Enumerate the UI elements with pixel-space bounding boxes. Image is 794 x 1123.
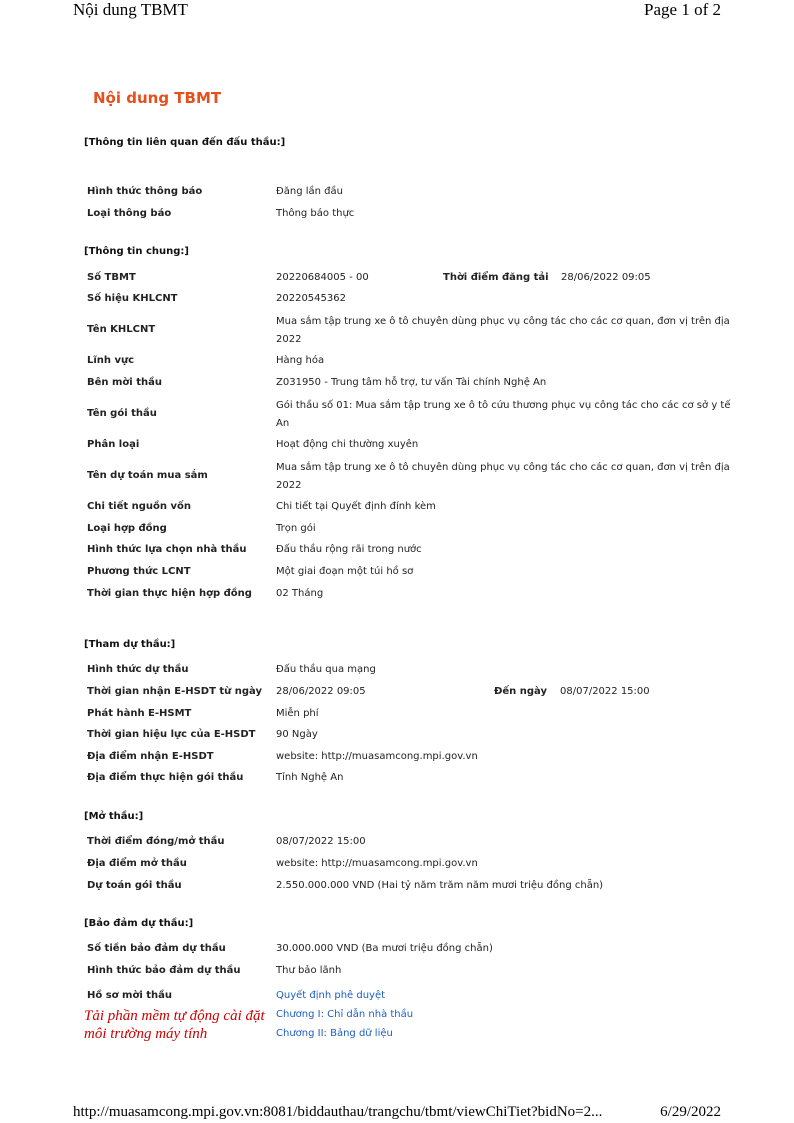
- value-ehsmt-issue: Miễn phí: [276, 708, 319, 719]
- label-opening-time: Thời điểm đóng/mở thầu: [87, 836, 225, 847]
- label-notice-type: Loại thông báo: [87, 208, 172, 219]
- value-khlcnt-number: 20220545362: [276, 293, 346, 304]
- value-bid-form: Đấu thầu qua mạng: [276, 664, 376, 675]
- label-receive-location: Địa điểm nhận E-HSDT: [87, 751, 214, 762]
- link-chapter-2[interactable]: Chương II: Bảng dữ liệu: [276, 1028, 393, 1039]
- value-guarantee-form: Thư bảo lãnh: [276, 965, 342, 976]
- label-guarantee-amount: Số tiền bảo đảm dự thầu: [87, 943, 226, 954]
- label-opening-location: Địa điểm mở thầu: [87, 858, 187, 869]
- value-contract-duration: 02 Tháng: [276, 588, 324, 599]
- value-notice-form: Đăng lần đầu: [276, 186, 343, 197]
- print-header-title: Nội dung TBMT: [73, 0, 188, 19]
- label-funding-detail: Chi tiết nguồn vốn: [87, 501, 191, 512]
- section-heading-bid-info: [Thông tin liên quan đến đấu thầu:]: [84, 137, 286, 148]
- label-package-estimate: Dự toán gói thầu: [87, 880, 182, 891]
- label-bid-form: Hình thức dự thầu: [87, 664, 189, 675]
- value-package-name: Gói thầu số 01: Mua sắm tập trung xe ô tô cứu thương phục vụ công tác cho các cơ sở y tế An: [276, 400, 731, 429]
- label-validity: Thời gian hiệu lực của E-HSDT: [87, 729, 256, 740]
- value-package-estimate: 2.550.000.000 VND (Hai tỷ năm trăm năm mươi triệu đồng chẵn): [276, 880, 604, 891]
- value-procuring-entity: Z031950 - Trung tâm hỗ trợ, tư vấn Tài chính Nghệ An: [276, 377, 547, 388]
- label-selection-method: Hình thức lựa chọn nhà thầu: [87, 544, 247, 555]
- label-package-name: Tên gói thầu: [87, 408, 157, 419]
- link-chapter-1[interactable]: Chương I: Chỉ dẫn nhà thầu: [276, 1009, 414, 1020]
- section-heading-general: [Thông tin chung:]: [84, 246, 189, 257]
- print-footer-url: http://muasamcong.mpi.gov.vn:8081/biddauthau/trangchu/tbmt/viewChiTiet?bidNo=2...: [73, 1104, 603, 1120]
- section-heading-opening: [Mở thầu:]: [84, 811, 144, 822]
- label-classification: Phân loại: [87, 439, 140, 450]
- value-khlcnt-name: Mua sắm tập trung xe ô tô chuyên dùng phục vụ công tác cho các cơ quan, đơn vị trên địa 2022: [276, 316, 730, 345]
- value-execution-location: Tỉnh Nghệ An: [276, 772, 344, 783]
- value-receive-location: website: http://muasamcong.mpi.gov.vn: [276, 751, 478, 762]
- value-posting-time: 28/06/2022 09:05: [561, 272, 651, 283]
- print-page-number: Page 1 of 2: [644, 0, 721, 19]
- value-field: Hàng hóa: [276, 355, 325, 366]
- value-validity: 90 Ngày: [276, 729, 318, 740]
- value-notice-type: Thông báo thực: [276, 208, 355, 219]
- label-contract-type: Loại hợp đồng: [87, 523, 167, 534]
- print-footer-date: 6/29/2022: [660, 1104, 721, 1120]
- value-contract-type: Trọn gói: [276, 523, 316, 534]
- section-heading-bidding: [Tham dự thầu:]: [84, 639, 176, 650]
- label-receive-to: Đến ngày: [494, 686, 547, 697]
- value-opening-time: 08/07/2022 15:00: [276, 836, 366, 847]
- label-guarantee-form: Hình thức bảo đảm dự thầu: [87, 965, 241, 976]
- value-opening-location: website: http://muasamcong.mpi.gov.vn: [276, 858, 478, 869]
- label-khlcnt-name: Tên KHLCNT: [87, 324, 156, 335]
- value-selection-method: Đấu thầu rộng rãi trong nước: [276, 544, 422, 555]
- label-ehsmt-issue: Phát hành E-HSMT: [87, 708, 192, 719]
- link-approval-decision[interactable]: Quyết định phê duyệt: [276, 990, 386, 1001]
- label-lcnt-method: Phương thức LCNT: [87, 566, 191, 577]
- value-funding-detail: Chi tiết tại Quyết định đính kèm: [276, 501, 436, 512]
- value-guarantee-amount: 30.000.000 VND (Ba mươi triệu đồng chẵn): [276, 943, 493, 954]
- label-procuring-entity: Bên mời thầu: [87, 377, 162, 388]
- label-field: Lĩnh vực: [87, 355, 135, 366]
- label-contract-duration: Thời gian thực hiện hợp đồng: [87, 588, 252, 599]
- value-receive-to: 08/07/2022 15:00: [560, 686, 650, 697]
- value-classification: Hoạt động chi thường xuyên: [276, 439, 419, 450]
- value-lcnt-method: Một giai đoạn một túi hồ sơ: [276, 566, 414, 577]
- section-heading-guarantee: [Bảo đảm dự thầu:]: [84, 918, 194, 929]
- label-receive-from: Thời gian nhận E-HSDT từ ngày: [87, 686, 263, 697]
- label-estimate-name: Tên dự toán mua sắm: [87, 470, 208, 481]
- software-watermark: Tải phần mềm tự động cài đặt môi trường máy tính: [84, 1008, 265, 1042]
- page-title: Nội dung TBMT: [93, 89, 222, 107]
- label-tender-documents: Hồ sơ mời thầu: [87, 990, 172, 1001]
- value-receive-from: 28/06/2022 09:05: [276, 686, 366, 697]
- value-estimate-name: Mua sắm tập trung xe ô tô chuyên dùng phục vụ công tác cho các cơ quan, đơn vị trên địa 2022: [276, 462, 730, 491]
- label-posting-time: Thời điểm đăng tải: [443, 272, 549, 283]
- label-tbmt-number: Số TBMT: [87, 272, 136, 283]
- value-tbmt-number: 20220684005 - 00: [276, 272, 369, 283]
- label-notice-form: Hình thức thông báo: [87, 186, 203, 197]
- label-execution-location: Địa điểm thực hiện gói thầu: [87, 772, 244, 783]
- label-khlcnt-number: Số hiệu KHLCNT: [87, 293, 178, 304]
